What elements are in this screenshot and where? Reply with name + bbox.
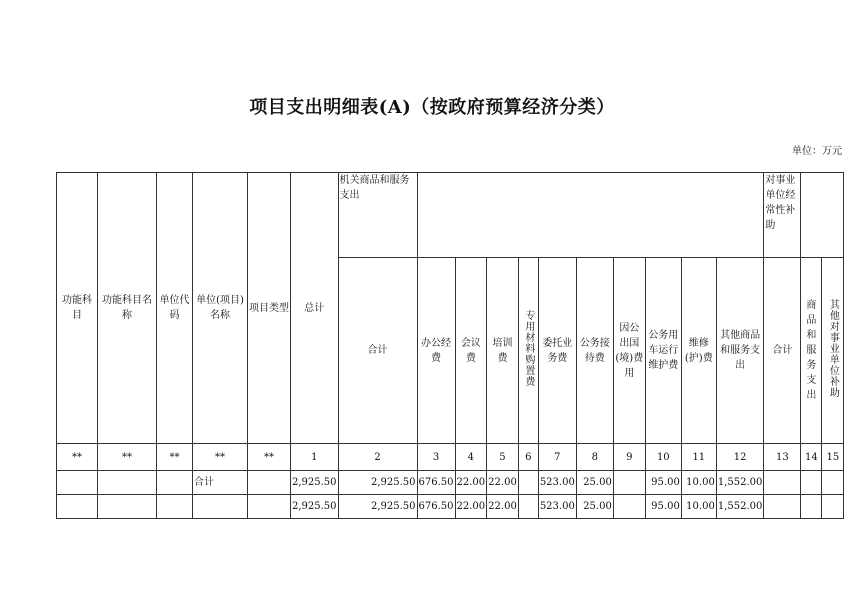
index-row — [57, 444, 844, 471]
cell-subsidy-other — [822, 471, 844, 495]
cell-func-name — [98, 471, 157, 495]
header-project-type: 项目类型 — [248, 173, 291, 444]
index-cell: 14 — [801, 444, 822, 471]
index-cell: 12 — [716, 444, 764, 471]
header-group-goods-services: 机关商品和服务支出 — [338, 173, 417, 258]
index-cell: 4 — [455, 444, 487, 471]
cell-unit-name: 合计 — [193, 471, 248, 495]
header-training: 培训费 — [487, 258, 519, 444]
cell-project-type — [248, 471, 291, 495]
header-group-spacer — [417, 173, 764, 258]
header-entrust: 委托业务费 — [538, 258, 576, 444]
header-unit-name: 单位(项目)名称 — [193, 173, 248, 444]
index-cell: ** — [248, 444, 291, 471]
cell-training: 22.00 — [487, 471, 519, 495]
unit-label: 单位：万元 — [792, 146, 842, 157]
cell-other-goods: 1,552.00 — [716, 495, 764, 519]
cell-unit-code — [157, 471, 193, 495]
cell-subsidy-total — [764, 471, 801, 495]
cell-meeting: 22.00 — [455, 495, 487, 519]
cell-other-goods: 1,552.00 — [716, 471, 764, 495]
header-subsidy-total: 合计 — [764, 258, 801, 444]
cell-office: 676.50 — [417, 495, 455, 519]
cell-func-name — [98, 495, 157, 519]
cell-office: 676.50 — [417, 471, 455, 495]
index-cell: 2 — [338, 444, 417, 471]
header-maintenance: 维修(护)费 — [681, 258, 716, 444]
header-other-goods: 其他商品和服务支出 — [716, 258, 764, 444]
header-meeting: 会议费 — [455, 258, 487, 444]
cell-subsidy-total — [764, 495, 801, 519]
cell-func-code — [57, 495, 98, 519]
cell-subtotal: 2,925.50 — [338, 495, 417, 519]
index-cell: 13 — [764, 444, 801, 471]
cell-project-type — [248, 495, 291, 519]
page-title: 项目支出明细表(A)（按政府预算经济分类） — [249, 97, 615, 118]
header-unit-code: 单位代码 — [157, 173, 193, 444]
cell-meeting: 22.00 — [455, 471, 487, 495]
cell-special-material — [518, 495, 538, 519]
header-subtotal: 合计 — [338, 258, 417, 444]
index-cell: ** — [193, 444, 248, 471]
cell-subtotal: 2,925.50 — [338, 471, 417, 495]
cell-reception: 25.00 — [576, 471, 613, 495]
expenditure-table — [56, 172, 844, 519]
cell-subsidy-other — [822, 495, 844, 519]
header-group-spacer — [801, 173, 844, 258]
cell-subsidy-goods — [801, 471, 822, 495]
cell-training: 22.00 — [487, 495, 519, 519]
header-func-name: 功能科目名称 — [98, 173, 157, 444]
table-row — [57, 471, 844, 495]
index-cell: 11 — [681, 444, 716, 471]
header-abroad: 因公出国(境)费用 — [613, 258, 645, 444]
index-cell: 6 — [518, 444, 538, 471]
index-cell: 5 — [487, 444, 519, 471]
cell-abroad — [613, 471, 645, 495]
cell-total: 2,925.50 — [291, 471, 339, 495]
cell-func-code — [57, 471, 98, 495]
cell-entrust: 523.00 — [538, 495, 576, 519]
header-total: 总计 — [291, 173, 339, 444]
cell-subsidy-goods — [801, 495, 822, 519]
header-special-material-label: 专用材料购置费 — [522, 309, 534, 387]
header-subsidy-goods: 商品和服务支出 — [801, 258, 822, 444]
index-cell: 8 — [576, 444, 613, 471]
cell-abroad — [613, 495, 645, 519]
cell-entrust: 523.00 — [538, 471, 576, 495]
header-group-subsidy: 对事业单位经常性补助 — [764, 173, 801, 258]
cell-vehicle: 95.00 — [645, 471, 681, 495]
index-cell: 9 — [613, 444, 645, 471]
index-cell: ** — [98, 444, 157, 471]
cell-unit-name — [193, 495, 248, 519]
header-func-code: 功能科目 — [57, 173, 98, 444]
cell-maintenance: 10.00 — [681, 471, 716, 495]
index-cell: 3 — [417, 444, 455, 471]
index-cell: ** — [57, 444, 98, 471]
cell-special-material — [518, 471, 538, 495]
header-special-material — [518, 258, 538, 444]
cell-maintenance: 10.00 — [681, 495, 716, 519]
index-cell: ** — [157, 444, 193, 471]
cell-unit-code — [157, 495, 193, 519]
header-reception: 公务接待费 — [576, 258, 613, 444]
index-cell: 10 — [645, 444, 681, 471]
header-subsidy-other-label: 其他对事业单位补助 — [827, 298, 839, 398]
cell-total: 2,925.50 — [291, 495, 339, 519]
index-cell: 7 — [538, 444, 576, 471]
header-vehicle: 公务用车运行维护费 — [645, 258, 681, 444]
cell-reception: 25.00 — [576, 495, 613, 519]
cell-vehicle: 95.00 — [645, 495, 681, 519]
header-office: 办公经费 — [417, 258, 455, 444]
header-subsidy-other — [822, 258, 844, 444]
index-cell: 15 — [822, 444, 844, 471]
index-cell: 1 — [291, 444, 339, 471]
table-row — [57, 495, 844, 519]
